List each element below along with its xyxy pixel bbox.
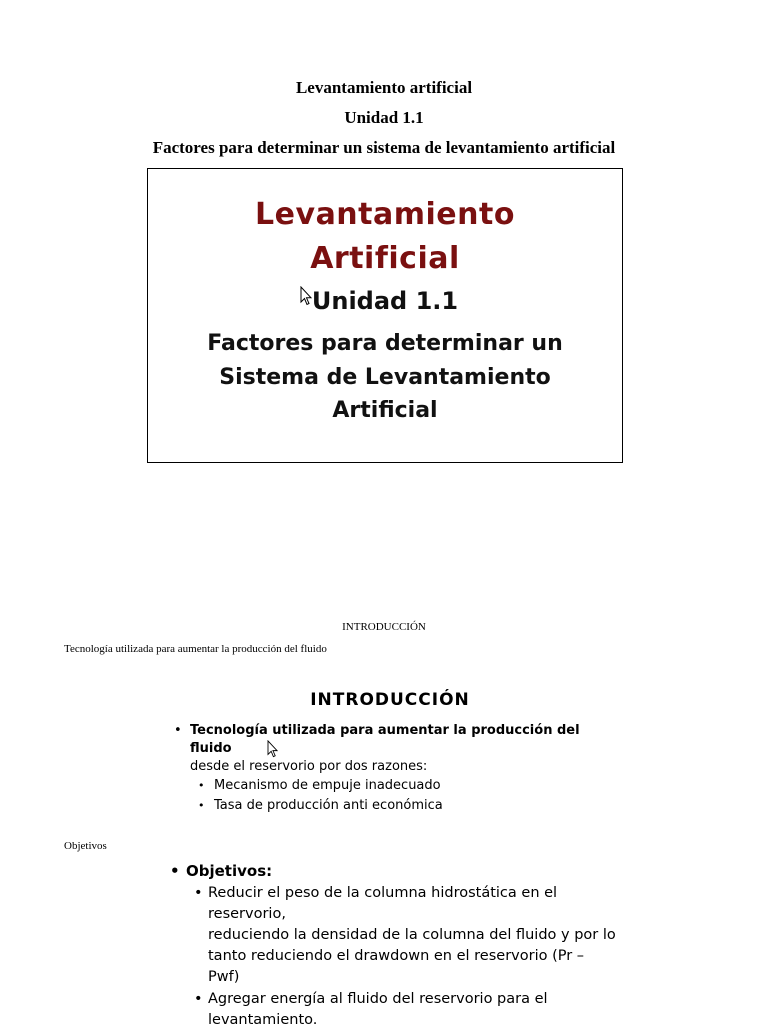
title-slide-image: [147, 168, 623, 463]
intro-paragraph: Tecnología utilizada para aumentar la producción del fluido: [64, 643, 327, 655]
intro-slide-title: INTRODUCCIÓN: [310, 690, 470, 710]
bullet-icon: •: [198, 799, 205, 812]
objectives-slide-image: [166, 860, 616, 1031]
slide-subtitle-line2: Sistema de Levantamiento: [219, 365, 551, 390]
slide-title-line1: Levantamiento: [255, 197, 515, 232]
document-title: Levantamiento artificial: [295, 78, 473, 97]
objectives-label: Objetivos: [64, 840, 107, 852]
objective-item: [166, 989, 616, 1031]
bullet-icon: •: [174, 723, 182, 738]
objective-item1-line1: Reducir el peso de la columna hidrostática en el reservorio,: [208, 885, 558, 922]
mouse-pointer-icon: [300, 286, 312, 306]
intro-sub-bullet: [170, 776, 610, 796]
document-unit: Unidad 1.1: [344, 108, 424, 127]
intro-bullet-line2: desde el reservorio por dos razones:: [190, 759, 428, 774]
intro-heading: INTRODUCCIÓN: [342, 621, 426, 633]
objective-item: [166, 883, 616, 988]
slide-unit: Unidad 1.1: [311, 287, 459, 315]
objective-item1-line3: tanto reduciendo el drawdown en el reservorio (Pr – Pwf): [208, 948, 585, 985]
mouse-pointer-icon: [267, 740, 278, 758]
document-subtitle: Factores para determinar un sistema de levantamiento artificial: [152, 138, 616, 157]
objectives-slide-title: • Objetivos:: [170, 862, 273, 880]
intro-sub-bullet-text: Mecanismo de empuje inadecuado: [214, 778, 441, 793]
bullet-icon: •: [194, 885, 203, 901]
bullet-icon: •: [198, 779, 205, 792]
objective-item2-line2: levantamiento.: [208, 1012, 318, 1028]
intro-slide-image: [170, 690, 610, 816]
slide-title-line2: Artificial: [310, 241, 460, 276]
bullet-icon: •: [194, 991, 203, 1007]
intro-sub-bullet: [170, 796, 610, 816]
bullet-icon: •: [170, 862, 180, 880]
slide-subtitle-line1: Factores para determinar un: [207, 331, 563, 356]
intro-bullet-line1: Tecnología utilizada para aumentar la producción del fluido: [190, 723, 580, 756]
intro-bullet: [170, 722, 610, 776]
intro-sub-bullet-text: Tasa de producción anti económica: [214, 798, 443, 813]
objective-item1-line2: reduciendo la densidad de la columna del fluido y por lo: [208, 927, 616, 943]
slide-subtitle-line3: Artificial: [332, 398, 438, 423]
objective-item2-line1: Agregar energía al fluido del reservorio para el: [208, 991, 548, 1007]
